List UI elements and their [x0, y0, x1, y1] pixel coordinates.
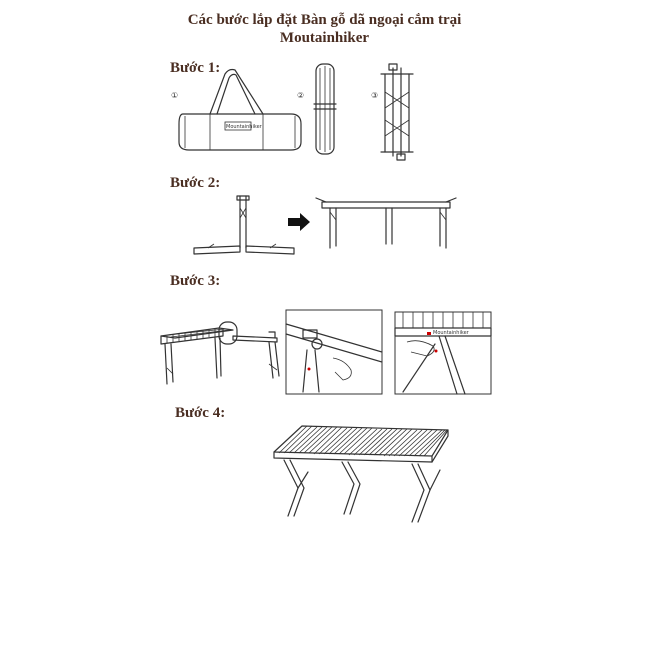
unrolling-tabletop-drawing [161, 322, 279, 384]
latch-brand-label: Mountainhiker [433, 330, 469, 336]
locking-detail-drawing [395, 312, 491, 394]
step-2-label: Bước 2: [170, 175, 221, 191]
step-2-illustration [190, 188, 465, 260]
step-1-panel-number-1: ① [171, 91, 179, 100]
folded-legs-drawing [381, 64, 413, 160]
bag-brand-label: Mountainhiker [226, 124, 262, 130]
step-1-illustration [165, 62, 405, 172]
arrow-right-icon [288, 213, 310, 231]
step-1-label: Bước 1: [170, 60, 221, 76]
step-1-panel-number-2: ② [297, 91, 305, 100]
step-4-illustration [262, 420, 452, 528]
unfolding-leg-frame-drawing [194, 196, 294, 254]
assembled-frame-drawing [316, 198, 456, 248]
latch-detail-drawing [286, 310, 382, 394]
rolled-tabletop-drawing [314, 64, 336, 154]
step-4-label: Bước 4: [175, 405, 226, 421]
document-subtitle-brand: Moutainhiker [279, 30, 370, 46]
step-1-panel-number-3: ③ [371, 91, 379, 100]
step-3-label: Bước 3: [170, 273, 221, 289]
assembled-table-drawing [274, 426, 448, 522]
carry-bag-drawing [179, 70, 301, 151]
step-3-illustration [157, 308, 502, 403]
document-title: Các bước lắp đặt Bàn gỗ dã ngoại cắm trại [187, 12, 462, 28]
